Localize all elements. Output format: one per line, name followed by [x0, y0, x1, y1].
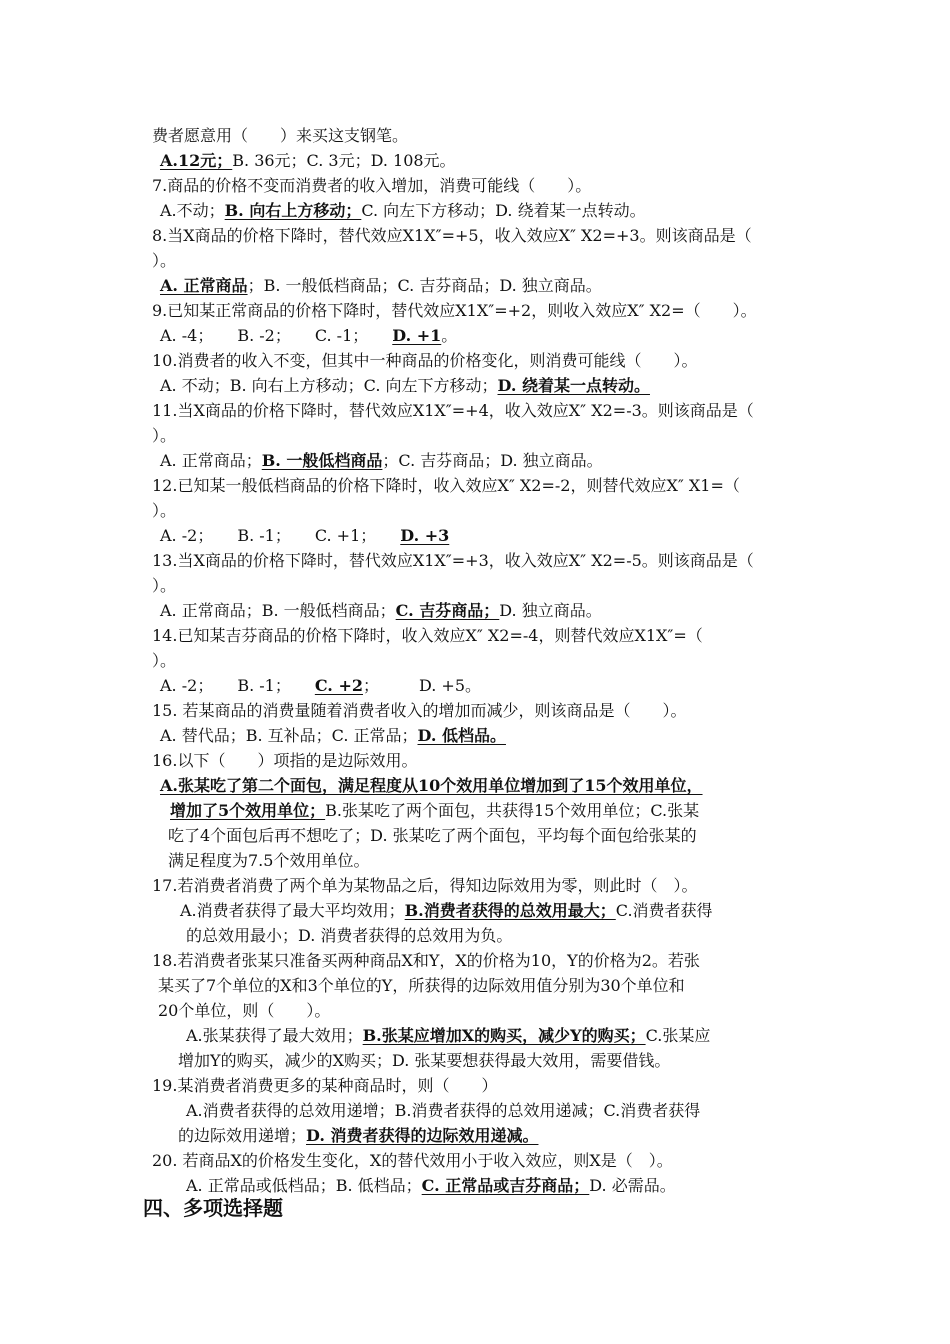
- text-line: [168, 824, 697, 848]
- text-line: [160, 774, 703, 798]
- line-text: ）。: [152, 501, 177, 520]
- text-line: [152, 574, 176, 598]
- correct-answer: 增加了5个效用单位；: [170, 801, 326, 820]
- line-text: D. 必需品。: [589, 1176, 676, 1195]
- section-heading: 四、多项选择题: [143, 1196, 283, 1220]
- correct-answer: D. 消费者获得的边际效用递减。: [306, 1126, 539, 1145]
- line-text: 18.若消费者张某只准备买两种商品X和Y，X的价格为10，Y的价格为2。若张: [152, 951, 700, 970]
- line-text: 满足程度为7.5个效用单位。: [168, 851, 370, 870]
- line-text: C. 向左下方移动；D. 绕着某一点转动。: [361, 201, 646, 220]
- line-text: 20个单位，则（ ）。: [158, 1001, 331, 1020]
- line-text: 12.已知某一般低档商品的价格下降时，收入效应X″ X2=-2，则替代效应X″ X1=（: [152, 476, 740, 495]
- text-line: [152, 699, 687, 723]
- correct-answer: D. 低档品。: [417, 726, 506, 745]
- correct-answer: A.12元；: [160, 151, 233, 170]
- text-line: [152, 949, 700, 973]
- line-text: A.张某获得了最大效用；: [186, 1026, 363, 1045]
- line-text: A. -2； B. -1； C. +1；: [160, 526, 401, 545]
- text-line: [152, 224, 752, 248]
- line-text: 某买了7个单位的X和3个单位的Y，所获得的边际效用值分别为30个单位和: [158, 976, 685, 995]
- correct-answer: A. 正常商品: [160, 276, 248, 295]
- text-line: [160, 599, 602, 623]
- line-text: 16.以下（ ）项指的是边际效用。: [152, 751, 418, 770]
- correct-answer: A.张某吃了第二个面包，满足程度从10个效用单位增加到了15个效用单位，: [160, 776, 703, 795]
- text-line: [152, 249, 176, 273]
- text-line: [160, 199, 646, 223]
- line-text: B. 36元；C. 3元；D. 108元。: [232, 151, 456, 170]
- line-text: ）。: [152, 426, 177, 445]
- text-line: [160, 674, 481, 698]
- text-line: [152, 1074, 497, 1098]
- text-line: [186, 1024, 710, 1048]
- line-text: 的边际效用递增；: [178, 1126, 307, 1145]
- text-line: [160, 724, 506, 748]
- text-line: [152, 499, 176, 523]
- line-text: ）。: [152, 251, 177, 270]
- text-line: [160, 449, 603, 473]
- line-text: 11.当X商品的价格下降时，替代效应X1X″=+4，收入效应X″ X2=-3。则该商品是（: [152, 401, 754, 420]
- line-text: A.消费者获得的总效用递增；B.消费者获得的总效用递减；C.消费者获得: [186, 1101, 701, 1120]
- text-line: [152, 749, 417, 773]
- line-text: ）。: [152, 576, 177, 595]
- text-line: [152, 549, 754, 573]
- text-line: [170, 799, 699, 823]
- correct-answer: D. 绕着某一点转动。: [497, 376, 650, 395]
- line-text: B.张某吃了两个面包，共获得15个效用单位；C.张某: [325, 801, 700, 820]
- text-line: [160, 149, 456, 173]
- line-text: 8.当X商品的价格下降时，替代效应X1X″=+5，收入效应X″ X2=+3。则该商品是（: [152, 226, 752, 245]
- line-text: ）。: [152, 651, 177, 670]
- line-text: A.不动；: [160, 201, 225, 220]
- text-line: [152, 349, 697, 373]
- line-text: 14.已知某吉芬商品的价格下降时，收入效应X″ X2=-4，则替代效应X1X″=（: [152, 626, 703, 645]
- correct-answer: B.消费者获得的总效用最大；: [404, 901, 616, 920]
- line-text: A. -4； B. -2； C. -1；: [160, 326, 393, 345]
- line-text: A. 正常商品；: [160, 451, 262, 470]
- text-line: [186, 1099, 700, 1123]
- line-text: 的总效用最小；D. 消费者获得的总效用为负。: [186, 926, 513, 945]
- line-text: A. 不动；B. 向右上方移动；C. 向左下方移动；: [160, 376, 498, 395]
- text-line: [160, 274, 602, 298]
- correct-answer: C. 正常品或吉芬商品；: [421, 1176, 590, 1195]
- line-text: A. -2； B. -1；: [160, 676, 315, 695]
- correct-answer: B. 向右上方移动；: [224, 201, 362, 220]
- text-line: [152, 299, 757, 323]
- text-line: [152, 174, 591, 198]
- correct-answer: D. +1: [392, 326, 442, 345]
- line-text: 20. 若商品X的价格发生变化，X的替代效用小于收入效应，则X是（ ）。: [152, 1151, 673, 1170]
- correct-answer: B.张某应增加X的购买，减少Y的购买；: [362, 1026, 646, 1045]
- text-line: [160, 324, 457, 348]
- line-text: ；C. 吉芬商品；D. 独立商品。: [382, 451, 603, 470]
- text-line: [152, 874, 697, 898]
- line-text: A. 正常品或低档品；B. 低档品；: [186, 1176, 422, 1195]
- line-text: C.张某应: [645, 1026, 711, 1045]
- text-line: [152, 399, 754, 423]
- line-text: 10.消费者的收入不变，但其中一种商品的价格变化，则消费可能线（ ）。: [152, 351, 698, 370]
- line-text: 。: [441, 326, 458, 345]
- line-text: 7.商品的价格不变而消费者的收入增加，消费可能线（ ）。: [152, 176, 592, 195]
- text-line: [152, 649, 176, 673]
- text-line: [152, 424, 176, 448]
- line-text: A. 正常商品；B. 一般低档商品；: [160, 601, 396, 620]
- text-line: [186, 924, 512, 948]
- line-text: 增加Y的购买，减少的X购买；D. 张某要想获得最大效用，需要借钱。: [178, 1051, 671, 1070]
- correct-answer: C. +2: [314, 676, 363, 695]
- line-text: 15. 若某商品的消费量随着消费者收入的增加而减少，则该商品是（ ）。: [152, 701, 687, 720]
- text-line: [158, 999, 330, 1023]
- line-text: C.消费者获得: [615, 901, 713, 920]
- line-text: D. 独立商品。: [499, 601, 602, 620]
- text-line: [152, 124, 408, 148]
- text-line: [168, 849, 369, 873]
- line-text: A.消费者获得了最大平均效用；: [180, 901, 405, 920]
- text-line: [158, 974, 685, 998]
- text-line: [180, 899, 713, 923]
- line-text: A. 替代品；B. 互补品；C. 正常品；: [160, 726, 418, 745]
- correct-answer: D. +3: [400, 526, 450, 545]
- line-text: 吃了4个面包后再不想吃了；D. 张某吃了两个面包，平均每个面包给张某的: [168, 826, 697, 845]
- text-line: [160, 374, 650, 398]
- text-line: [152, 1149, 673, 1173]
- line-text: 13.当X商品的价格下降时，替代效应X1X″=+3，收入效应X″ X2=-5。则该商品是（: [152, 551, 754, 570]
- line-text: 费者愿意用（ ）来买这支钢笔。: [152, 126, 409, 145]
- line-text: 19.某消费者消费更多的某种商品时，则（ ）: [152, 1076, 498, 1095]
- text-line: [152, 474, 740, 498]
- correct-answer: C. 吉芬商品；: [395, 601, 500, 620]
- correct-answer: B. 一般低档商品: [261, 451, 383, 470]
- text-line: [152, 624, 703, 648]
- line-text: 17.若消费者消费了两个单为某物品之后，得知边际效用为零，则此时（ ）。: [152, 876, 698, 895]
- text-line: [178, 1049, 670, 1073]
- text-line: [178, 1124, 538, 1148]
- line-text: ；B. 一般低档商品；C. 吉芬商品；D. 独立商品。: [247, 276, 602, 295]
- line-text: 9.已知某正常商品的价格下降时，替代效应X1X″=+2，则收入效应X″ X2=（ ）。: [152, 301, 757, 320]
- line-text: ； D. +5。: [362, 676, 482, 695]
- text-line: [160, 524, 449, 548]
